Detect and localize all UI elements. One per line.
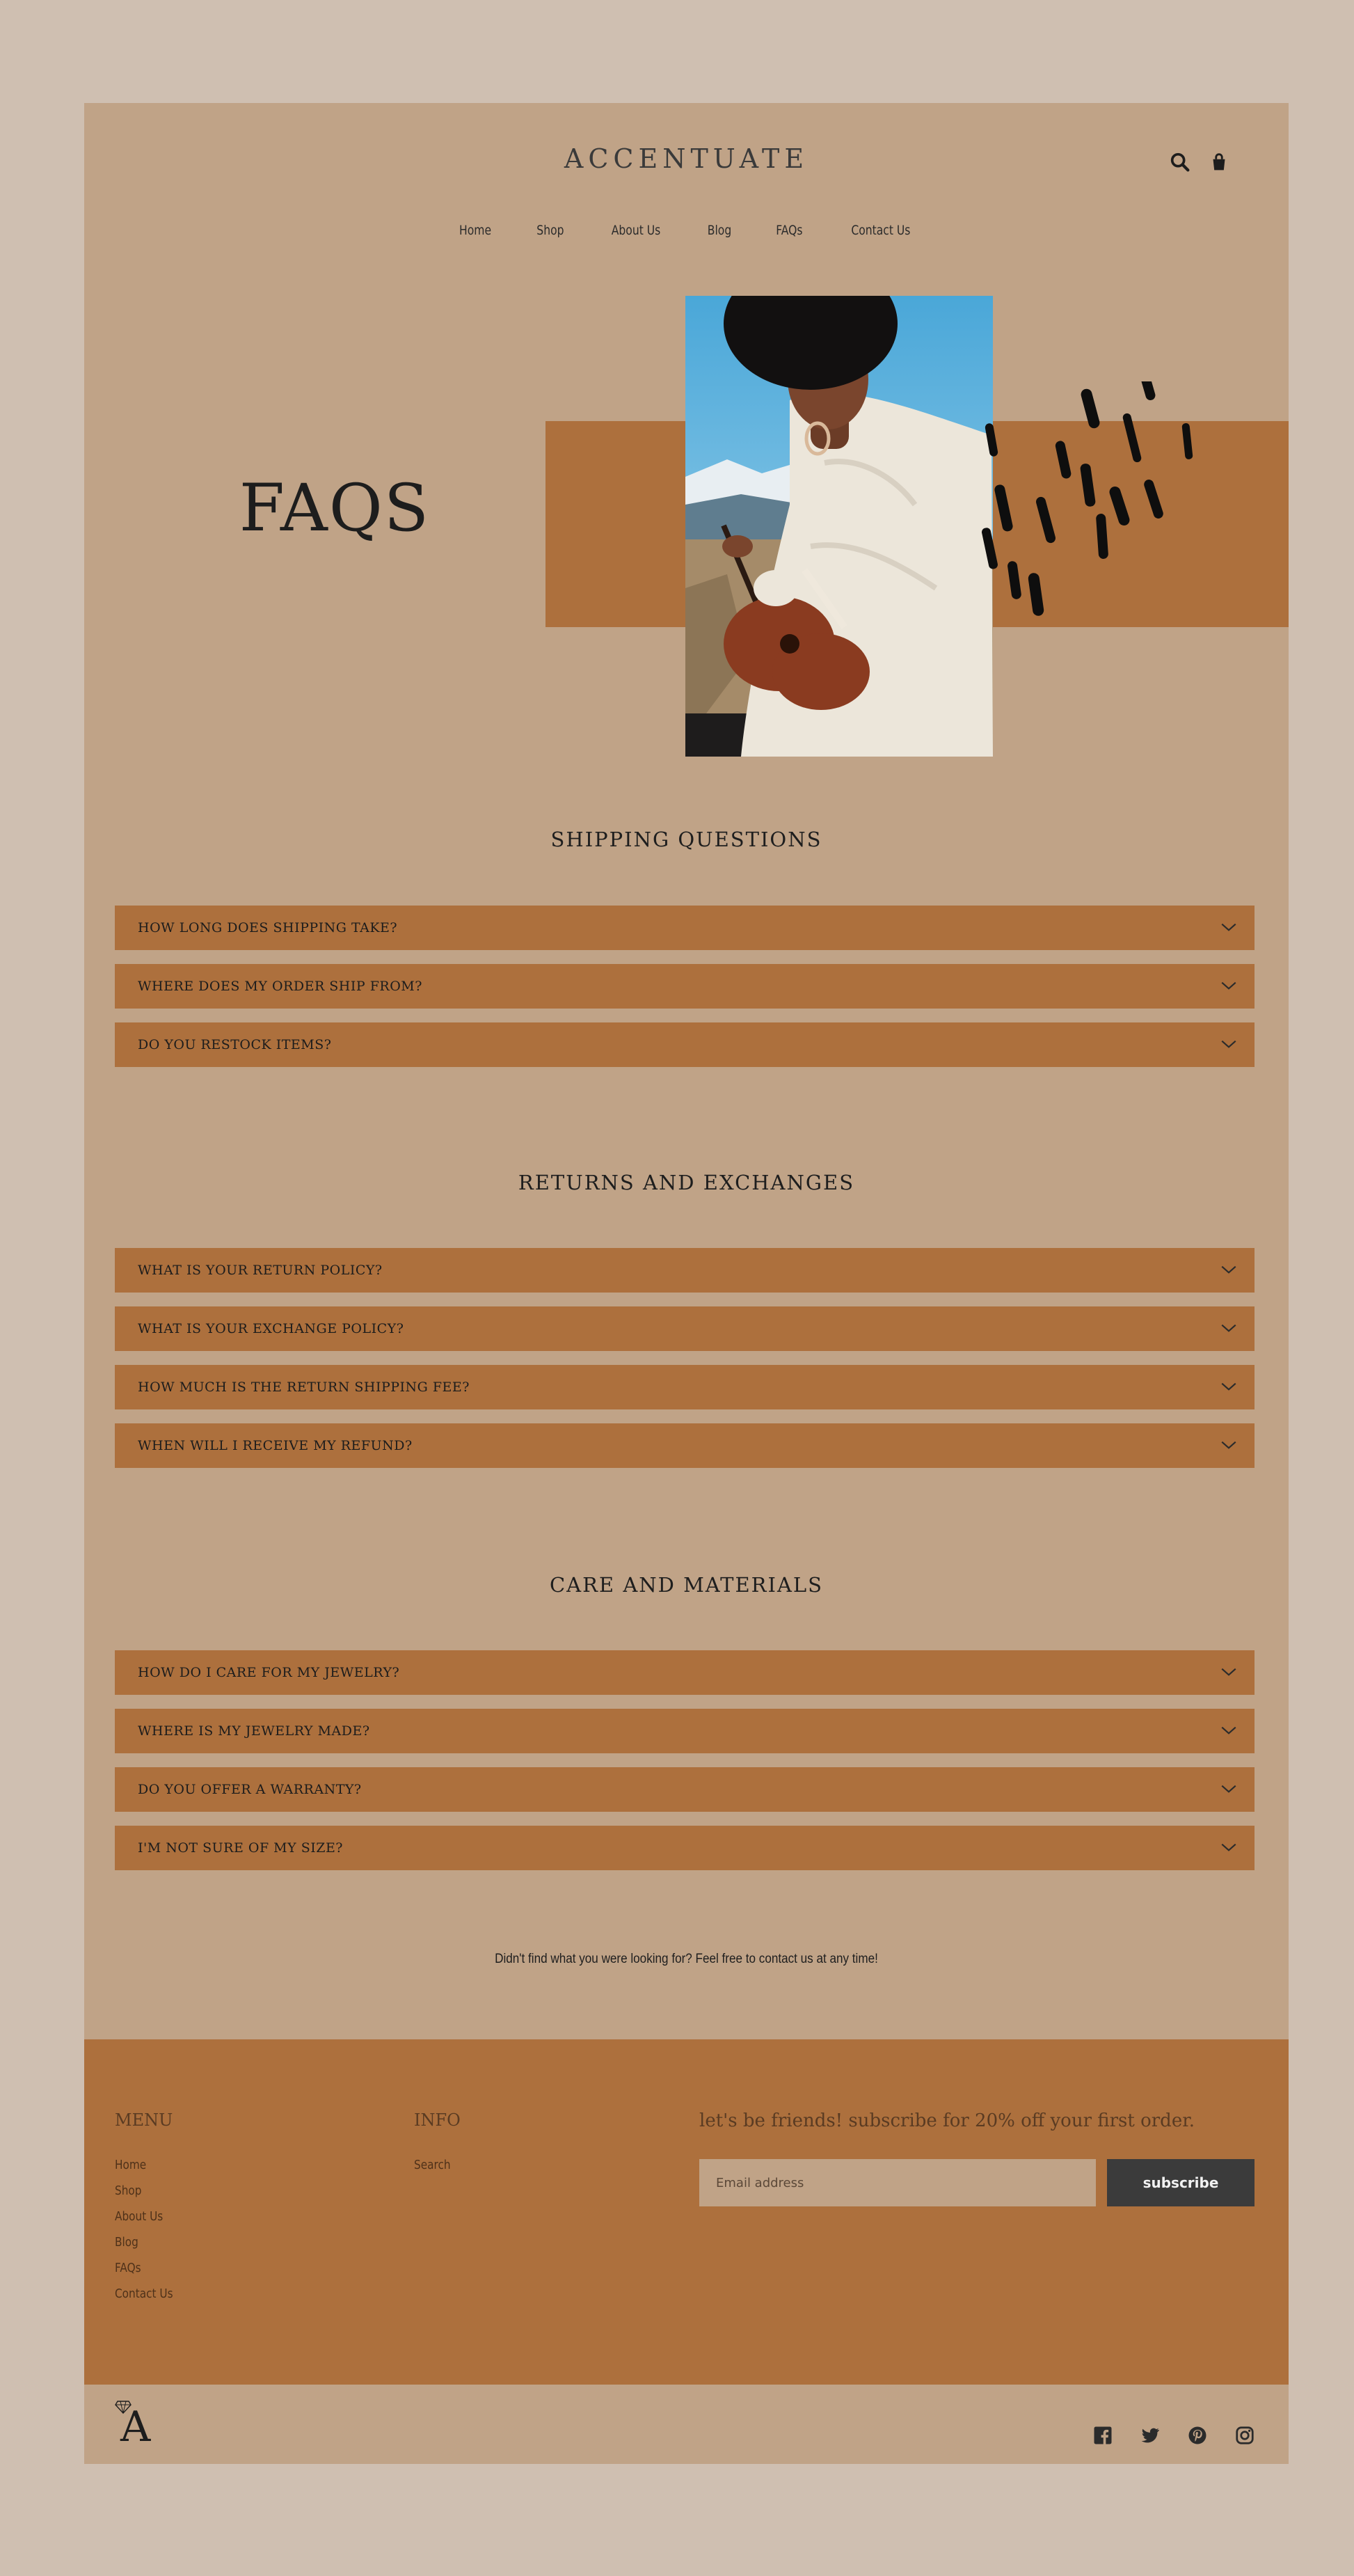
nav-blog[interactable]: Blog [707,223,732,238]
diamond-icon [115,2400,132,2414]
faq-question: DO YOU RESTOCK ITEMS? [138,1037,332,1052]
chevron-down-icon [1220,1721,1238,1739]
section-title-returns: RETURNS AND EXCHANGES [518,1171,855,1194]
faq-item[interactable] [115,1022,1255,1067]
chevron-down-icon [1220,1261,1238,1279]
chevron-down-icon [1220,1838,1238,1856]
hero-photo [685,296,993,757]
faq-item[interactable] [115,1248,1255,1293]
footer-link-search[interactable]: Search [414,2158,451,2172]
faq-question: HOW DO I CARE FOR MY JEWELRY? [138,1665,400,1680]
chevron-down-icon [1220,1377,1238,1396]
contact-note: Didn't find what you were looking for? Feel free to contact us at any time! [495,1952,878,1966]
faq-question: DO YOU OFFER A WARRANTY? [138,1782,362,1797]
cart-icon[interactable] [1207,150,1231,174]
section-title-care: CARE AND MATERIALS [549,1573,824,1597]
chevron-down-icon [1220,1035,1238,1053]
footer-link-home[interactable]: Home [115,2158,147,2172]
faq-question: WHAT IS YOUR EXCHANGE POLICY? [138,1321,404,1336]
brand-mark[interactable] [115,2400,164,2450]
newsletter-title: let's be friends! subscribe for 20% off your first order. [699,2110,1195,2131]
footer-link-blog[interactable]: Blog [115,2235,138,2250]
faq-question: I'M NOT SURE OF MY SIZE? [138,1840,343,1856]
footer [84,2039,1289,2385]
faq-question: HOW MUCH IS THE RETURN SHIPPING FEE? [138,1380,470,1395]
footer-link-faqs[interactable]: FAQs [115,2261,141,2275]
email-input[interactable] [699,2159,1096,2206]
faq-item[interactable] [115,1767,1255,1812]
nav-shop[interactable]: Shop [536,223,564,238]
section-title-shipping: SHIPPING QUESTIONS [550,828,822,851]
twitter-icon[interactable] [1140,2425,1161,2446]
faq-item[interactable] [115,1826,1255,1870]
search-icon[interactable] [1168,150,1192,174]
faq-item[interactable] [115,1650,1255,1695]
faq-question: WHERE DOES MY ORDER SHIP FROM? [138,979,422,994]
nav-about-us[interactable]: About Us [611,223,661,238]
faq-question: WHAT IS YOUR RETURN POLICY? [138,1263,383,1278]
nav-contact-us[interactable]: Contact Us [851,223,911,238]
faq-item[interactable] [115,1365,1255,1409]
faq-question: WHEN WILL I RECEIVE MY REFUND? [138,1438,413,1453]
faq-item[interactable] [115,1423,1255,1468]
facebook-icon[interactable] [1092,2425,1113,2446]
chevron-down-icon [1220,1663,1238,1681]
pinterest-icon[interactable] [1187,2425,1208,2446]
instagram-icon[interactable] [1234,2425,1255,2446]
subscribe-button[interactable]: subscribe [1107,2159,1255,2206]
brand-mark-letter: A [120,2403,151,2451]
chevron-down-icon [1220,977,1238,995]
faq-item[interactable] [115,964,1255,1009]
faq-question: WHERE IS MY JEWELRY MADE? [138,1723,370,1739]
faq-question: HOW LONG DOES SHIPPING TAKE? [138,920,398,935]
nav-home[interactable]: Home [459,223,492,238]
footer-link-contact-us[interactable]: Contact Us [115,2286,173,2301]
footer-link-shop[interactable]: Shop [115,2183,142,2198]
faq-item[interactable] [115,1306,1255,1351]
chevron-down-icon [1220,1436,1238,1454]
site-logo[interactable]: ACCENTUATE [564,143,809,174]
nav-faqs[interactable]: FAQs [776,223,803,238]
faq-item[interactable] [115,1709,1255,1753]
footer-menu-title: MENU [115,2110,173,2130]
faq-item[interactable] [115,906,1255,950]
main-nav [84,223,1289,238]
page-title: FAQS [239,471,431,546]
footer-info-title: INFO [414,2110,461,2130]
chevron-down-icon [1220,1780,1238,1798]
footer-link-about-us[interactable]: About Us [115,2209,164,2224]
chevron-down-icon [1220,918,1238,936]
brush-strokes-decoration [982,381,1288,646]
chevron-down-icon [1220,1319,1238,1337]
